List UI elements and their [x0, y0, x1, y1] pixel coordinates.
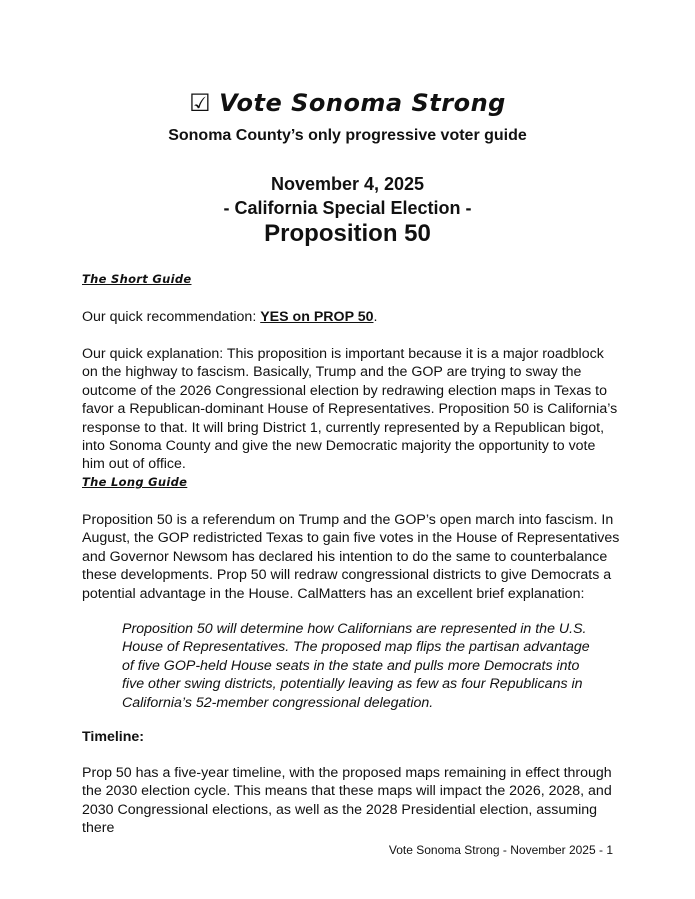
timeline-heading: Timeline:: [82, 729, 145, 745]
brand-title: [0, 84, 695, 122]
guide-subtitle: Sonoma County’s only progressive voter guide: [168, 127, 527, 144]
recommendation-suffix: .: [373, 309, 378, 325]
long-intro-paragraph: Proposition 50 is a referendum on Trump and the GOP’s open march into fascism. In August, the GOP redistricted Texas to gain five votes in the House of Representatives and Governor Newsom has declared his intention to do the same to counterbalance these developments. Prop 50 will redraw congressional districts to give Democrats a potential advantage in the House. CalMatters has an excellent brief explanation:: [82, 512, 620, 602]
calmatters-quote: Proposition 50 will determine how Californians are represented in the U.S. House of Representatives. The proposed map flips the partisan advantage of five GOP-held House seats in the state and pulls more Democrats into five other swing districts, potentially leaving as few as four Republicans in California’s 52-member congressional delegation.: [122, 621, 590, 711]
page-footer: Vote Sonoma Strong - November 2025 - 1: [388, 843, 613, 857]
recommendation-prefix: Our quick recommendation:: [82, 309, 261, 325]
proposition-title: Proposition 50: [264, 220, 431, 247]
short-guide-heading: The Short Guide: [82, 272, 192, 286]
recommendation-paragraph: [82, 308, 622, 326]
election-name: - California Special Election -: [223, 198, 472, 218]
timeline-paragraph: Prop 50 has a five-year timeline, with the proposed maps remaining in effect through the 2030 election cycle. This means that these maps will impact the 2026, 2028, and 2030 Congressional elections, as well as the 2028 Presidential election, assuming there: [82, 765, 612, 837]
checkbox-icon: ☑: [189, 89, 212, 117]
election-date: November 4, 2025: [270, 174, 425, 194]
long-guide-heading: The Long Guide: [82, 475, 188, 489]
recommendation-value: YES on PROP 50: [260, 309, 374, 325]
short-explanation-paragraph: Our quick explanation: This proposition is important because it is a major roadblock on the highway to fascism. Basically, Trump and the GOP are trying to sway the outcome of the 2026 Congressional election by redrawing election maps in Texas to favor a Republican-dominant House of Representatives. Proposition 50 is California’s response to that. It will bring District 1, currently represented by a Republican bigot, into Sonoma County and give the new Democratic majority the opportunity to vote him out of office.: [82, 346, 618, 473]
brand-name: Vote Sonoma Strong: [219, 89, 506, 117]
